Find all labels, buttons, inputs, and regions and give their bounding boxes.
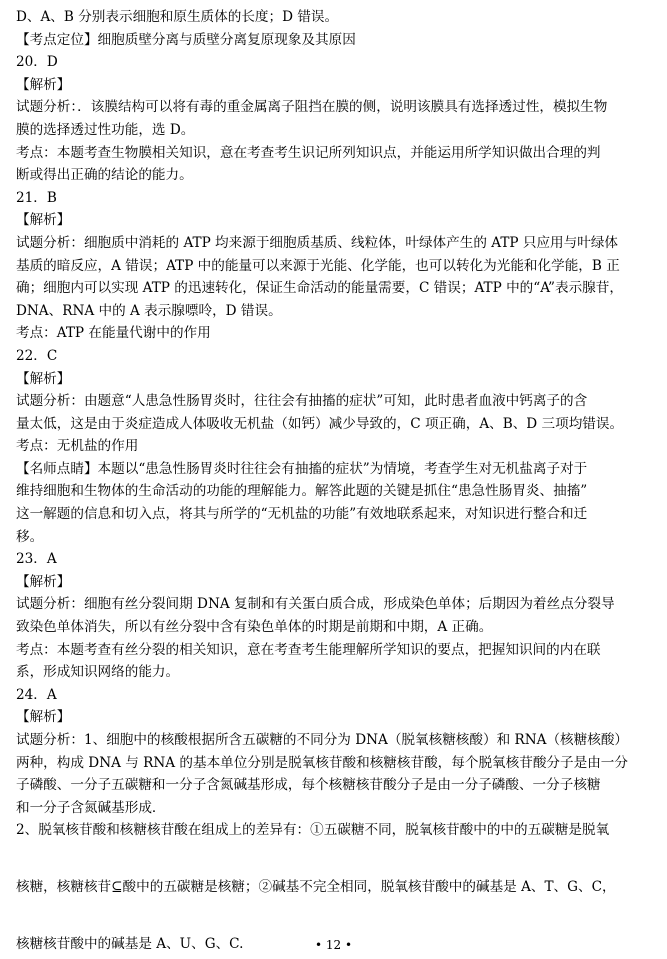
- text-line: 两种，构成 DNA 与 RNA 的基本单位分别是脱氧核苷酸和核糖核苷酸，每个脱氧核苷酸分子是由一分: [16, 754, 628, 771]
- text-line: 系，形成知识网络的能力。: [16, 664, 180, 681]
- text-line: 基质的暗反应，A 错误；ATP 中的能量可以来源于光能、化学能，也可以转化为光能和化学能，B 正: [16, 257, 620, 274]
- text-line: 移。: [16, 528, 44, 545]
- text-line: 22．C: [16, 347, 58, 364]
- text-line: 膜的选择透过性功能，选 D。: [16, 121, 195, 138]
- text-line: 考点：本题考查生物膜相关知识，意在考查考生识记所列知识点，并能运用所学知识做出合理的判: [16, 144, 601, 161]
- text-line: 【名师点睛】本题以“患急性肠胃炎时往往会有抽搐的症状”为情境，考查学生对无机盐离子对于: [16, 460, 588, 477]
- text-line: 考点：本题考查有丝分裂的相关知识，意在考查考生能理解所学知识的要点，把握知识间的内在联: [16, 641, 601, 658]
- text-line: 致染色单体消失，所以有丝分裂中含有染色单体的时期是前期和中期，A 正确。: [16, 619, 493, 636]
- text-line: 试题分析：细胞质中消耗的 ATP 均来源于细胞质基质、线粒体，叶绿体产生的 ATP 只应用与叶绿体: [16, 234, 619, 251]
- text-line: D、A、B 分别表示细胞和原生质体的长度；D 错误。: [16, 9, 339, 25]
- text-line: 20．D: [16, 54, 58, 71]
- text-line: 24．A: [16, 686, 57, 703]
- text-line: 【解析】: [16, 709, 71, 726]
- text-line: 这一解题的信息和切入点，将其与所学的“无机盐的功能”有效地联系起来，对知识进行整合和迁: [16, 506, 588, 523]
- text-line: 考点：无机盐的作用: [16, 438, 139, 455]
- text-line: 量太低，这是由于炎症造成人体吸收无机盐（如钙）减少导致的，C 项正确，A、B、D 三项均错误。: [16, 415, 624, 432]
- text-line: 23．A: [16, 551, 57, 568]
- text-line: 试题分析：1、细胞中的核酸根据所含五碳糖的不同分为 DNA（脱氧核糖核酸）和 RNA（核糖核酸）: [16, 732, 629, 748]
- text-line: 试题分析：．该膜结构可以将有毒的重金属离子阻挡在膜的侧，说明该膜具有选择透过性，模拟生物: [16, 99, 608, 116]
- text-line: 确；细胞内可以实现 ATP 的迅速转化，保证生命活动的能量需要，C 错误；ATP 中的“A”表示腺苷，: [16, 280, 623, 297]
- text-line: 核糖，核糖核苷⊆酸中的五碳糖是核糖；②碱基不完全相同，脱氧核苷酸中的碱基是 A、T、G、C，: [16, 878, 616, 895]
- text-line: DNA、RNA 中的 A 表示腺嘌呤，D 错误。: [16, 302, 282, 319]
- text-line: 【解析】: [16, 76, 71, 93]
- text-line: 考点：ATP 在能量代谢中的作用: [16, 325, 211, 342]
- text-line: 【考点定位】细胞质壁分离与质壁分离复原现象及其原因: [16, 31, 356, 48]
- text-line: 【解析】: [16, 370, 71, 387]
- document-body: [16, 6, 658, 955]
- text-line: 维持细胞和生物体的生命活动的功能的理解能力。解答此题的关键是抓住“患急性肠胃炎、抽搐”: [16, 483, 588, 500]
- text-line: 和一分子含氮碱基形成．: [16, 799, 166, 816]
- text-line: 子磷酸、一分子五碳糖和一分子含氮碱基形成，每个核糖核苷酸分子是由一分子磷酸、一分子核糖: [16, 777, 601, 794]
- text-line: 断或得出正确的结论的能力。: [16, 167, 193, 184]
- text-line: 21．B: [16, 189, 57, 206]
- text-line: 【解析】: [16, 573, 71, 590]
- text-line: 试题分析：由题意“人患急性肠胃炎时，往往会有抽搐的症状”可知，此时患者血液中钙离子的含: [16, 393, 588, 410]
- text-line: 核糖核苷酸中的碱基是 A、U、G、C.: [16, 935, 244, 952]
- text-line: 2、脱氧核苷酸和核糖核苷酸在组成上的差异有：①五碳糖不同，脱氧核苷酸中的中的五碳糖是脱氧: [16, 822, 610, 839]
- text-line: 【解析】: [16, 212, 71, 229]
- text-line: 试题分析：细胞有丝分裂间期 DNA 复制和有关蛋白质合成，形成染色单体；后期因为着丝点分裂导: [16, 596, 615, 613]
- page-number: • 12 •: [314, 938, 353, 952]
